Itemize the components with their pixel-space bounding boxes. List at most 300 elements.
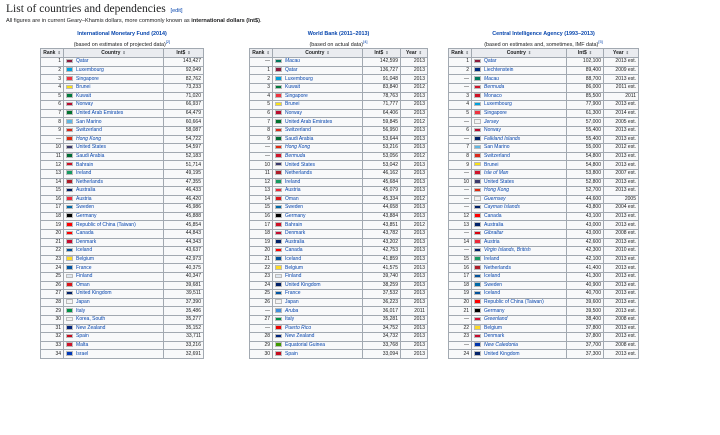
flag-icon: [275, 291, 282, 296]
rank-cell: —: [449, 316, 472, 325]
country-cell: [472, 230, 567, 239]
country-link[interactable]: Switzerland: [76, 127, 102, 134]
country-link[interactable]: Belgium: [76, 256, 95, 263]
country-header[interactable]: Country ⇕: [472, 49, 567, 58]
country-link[interactable]: Finland: [76, 273, 93, 280]
rank-cell: —: [449, 75, 472, 84]
country-cell: [273, 307, 363, 316]
country-cell: [472, 298, 567, 307]
year-cell: 2011: [401, 307, 428, 316]
table-row: [250, 118, 428, 127]
year-cell: 2013: [401, 230, 428, 239]
value-cell: 85,500: [567, 92, 604, 101]
country-link[interactable]: United Kingdom: [484, 350, 520, 357]
country-link[interactable]: San Marino: [484, 144, 510, 151]
country-link[interactable]: Iceland: [484, 290, 501, 297]
rank-cell: 16: [449, 264, 472, 273]
year-cell: 2013 est.: [604, 75, 639, 84]
value-header[interactable]: Int$ ⇕: [567, 49, 604, 58]
country-link[interactable]: New Zealand: [76, 324, 106, 331]
rank-cell: —: [250, 144, 273, 153]
country-cell: [273, 178, 363, 187]
table-row: [449, 109, 639, 118]
value-cell: 37,800: [567, 324, 604, 333]
country-link[interactable]: Saudi Arabia: [76, 152, 105, 159]
value-cell: 47,355: [164, 178, 204, 187]
value-cell: 45,854: [164, 221, 204, 230]
table-row: [250, 187, 428, 196]
country-cell: [64, 195, 164, 204]
country-link[interactable]: Japan: [76, 299, 90, 306]
table-row: [250, 66, 428, 75]
rank-cell: 13: [449, 221, 472, 230]
country-link[interactable]: Kuwait: [285, 84, 301, 91]
value-cell: 36,223: [363, 298, 401, 307]
value-header[interactable]: Int$ ⇕: [363, 49, 401, 58]
rank-cell: 16: [250, 212, 273, 221]
year-cell: 2012: [401, 118, 428, 127]
country-cell: [472, 92, 567, 101]
table-row: [250, 350, 428, 359]
country-link[interactable]: Ireland: [76, 170, 92, 177]
country-header[interactable]: Country ⇕: [273, 49, 363, 58]
year-cell: 2013: [401, 169, 428, 178]
flag-icon: [275, 136, 282, 141]
country-cell: [472, 204, 567, 213]
flag-icon: [66, 222, 73, 227]
flag-icon: [474, 239, 481, 244]
country-link[interactable]: France: [76, 264, 92, 271]
year-cell: 2005 est.: [604, 118, 639, 127]
country-link[interactable]: Equatorial Guinea: [285, 341, 326, 348]
rank-cell: 11: [41, 152, 64, 161]
country-link[interactable]: United States: [76, 144, 107, 151]
rank-cell: 5: [250, 101, 273, 110]
country-link[interactable]: Aruba: [285, 307, 299, 314]
table-row: [250, 307, 428, 316]
country-link[interactable]: Macau: [285, 58, 301, 65]
country-link[interactable]: Netherlands: [285, 170, 312, 177]
flag-icon: [66, 213, 73, 218]
year-cell: 2013: [401, 109, 428, 118]
country-link[interactable]: Singapore: [285, 92, 308, 99]
country-link[interactable]: Brunei: [484, 161, 499, 168]
source-link[interactable]: World Bank (2011–2013): [307, 31, 370, 37]
country-link[interactable]: Australia: [484, 221, 504, 228]
table-row: [250, 109, 428, 118]
value-cell: 142,599: [363, 58, 401, 67]
flag-icon: [275, 299, 282, 304]
table-row: [449, 144, 639, 153]
country-link[interactable]: Ireland: [285, 178, 301, 185]
country-link[interactable]: Hong Kong: [285, 144, 311, 151]
value-header[interactable]: Int$ ⇕: [164, 49, 204, 58]
table-row: [41, 281, 204, 290]
country-link[interactable]: Italy: [76, 307, 86, 314]
rank-cell: 21: [250, 255, 273, 264]
flag-icon: [66, 76, 73, 81]
country-link[interactable]: Sweden: [76, 204, 95, 211]
country-link[interactable]: Republic of China (Taiwan): [484, 299, 544, 306]
value-cell: 39,681: [164, 281, 204, 290]
flag-icon: [474, 179, 481, 184]
country-link[interactable]: Singapore: [484, 109, 507, 116]
country-cell: [472, 178, 567, 187]
rank-cell: 12: [449, 212, 472, 221]
country-link[interactable]: Finland: [285, 273, 302, 280]
value-cell: 37,700: [567, 341, 604, 350]
flag-icon: [474, 136, 481, 141]
flag-icon: [474, 170, 481, 175]
rank-cell: 2: [250, 75, 273, 84]
sort-icon[interactable]: ⇕: [588, 50, 593, 55]
table-row: [250, 195, 428, 204]
country-link[interactable]: Isle of Man: [484, 170, 509, 177]
table-row: [449, 350, 639, 359]
value-cell: 54,597: [164, 144, 204, 153]
country-link[interactable]: Falkland Islands: [484, 135, 521, 142]
table-row: [449, 66, 639, 75]
country-link[interactable]: Spain: [76, 333, 89, 340]
country-cell: [273, 83, 363, 92]
country-link[interactable]: Sweden: [484, 281, 503, 288]
rank-cell: 13: [41, 169, 64, 178]
table-row: [250, 83, 428, 92]
country-cell: [64, 66, 164, 75]
country-cell: [64, 255, 164, 264]
country-link[interactable]: Canada: [484, 213, 502, 220]
country-link[interactable]: Oman: [76, 281, 90, 288]
rank-cell: 9: [250, 135, 273, 144]
year-cell: 2013: [401, 324, 428, 333]
flag-icon: [474, 282, 481, 287]
country-link[interactable]: Guernsey: [484, 195, 506, 202]
country-link[interactable]: Austria: [285, 187, 301, 194]
country-link[interactable]: Malta: [76, 341, 89, 348]
country-link[interactable]: Luxembourg: [76, 66, 104, 73]
flag-icon: [66, 170, 73, 175]
country-link[interactable]: Iceland: [484, 273, 501, 280]
year-cell: 2009 est.: [604, 66, 639, 75]
flag-icon: [275, 334, 282, 339]
sort-icon[interactable]: ⇕: [385, 50, 389, 55]
table-row: [41, 135, 204, 144]
country-cell: [273, 118, 363, 127]
table-row: [250, 204, 428, 213]
year-cell: 2007 est.: [604, 169, 639, 178]
year-cell: 2013: [401, 255, 428, 264]
country-link[interactable]: Luxembourg: [484, 101, 512, 108]
flag-icon: [275, 317, 282, 322]
country-link[interactable]: Israel: [76, 350, 89, 357]
country-link[interactable]: Italy: [285, 316, 295, 323]
source-link[interactable]: Central Intelligence Agency (1993–2013): [492, 31, 595, 37]
country-link[interactable]: Spain: [285, 350, 298, 357]
country-link[interactable]: Monaco: [484, 92, 502, 99]
country-link[interactable]: Austria: [76, 195, 92, 202]
year-cell: 2011: [604, 92, 639, 101]
country-cell: [472, 152, 567, 161]
rank-cell: 20: [449, 298, 472, 307]
flag-icon: [474, 188, 481, 193]
flag-icon: [474, 145, 481, 150]
country-cell: [472, 316, 567, 325]
country-link[interactable]: Bahrain: [285, 221, 303, 228]
rank-cell: 28: [41, 298, 64, 307]
table-row: [41, 195, 204, 204]
country-link[interactable]: Denmark: [484, 333, 505, 340]
rank-cell: 29: [250, 341, 273, 350]
table-row: [250, 247, 428, 256]
sort-icon[interactable]: ⇕: [122, 50, 126, 55]
year-cell: 2013: [401, 281, 428, 290]
year-cell: 2013 est.: [604, 264, 639, 273]
country-cell: [273, 109, 363, 118]
country-cell: [472, 101, 567, 110]
country-link[interactable]: Canada: [76, 230, 94, 237]
sort-icon[interactable]: ⇕: [418, 50, 422, 55]
country-link[interactable]: Bahrain: [76, 161, 94, 168]
rank-cell: 4: [449, 101, 472, 110]
country-link[interactable]: Bermuda: [285, 152, 306, 159]
year-cell: 2012: [401, 221, 428, 230]
table-row: [250, 273, 428, 282]
table-row: [41, 92, 204, 101]
value-cell: 57,000: [567, 118, 604, 127]
flag-icon: [474, 85, 481, 90]
table-row: [449, 247, 639, 256]
country-link[interactable]: Australia: [76, 187, 96, 194]
country-link[interactable]: Belgium: [285, 264, 304, 271]
country-link[interactable]: Hong Kong: [484, 187, 510, 194]
country-link[interactable]: Hong Kong: [76, 135, 102, 142]
rank-header[interactable]: Rank ⇕: [449, 49, 472, 58]
value-cell: 91,048: [363, 75, 401, 84]
table-row: [41, 101, 204, 110]
country-link[interactable]: New Caledonia: [484, 341, 518, 348]
country-link[interactable]: Switzerland: [285, 127, 311, 134]
country-cell: [472, 58, 567, 67]
country-link[interactable]: Australia: [285, 238, 305, 245]
country-link[interactable]: Denmark: [76, 238, 97, 245]
country-link[interactable]: Greenland: [484, 316, 508, 323]
year-cell: 2012: [401, 83, 428, 92]
year-header[interactable]: Year ⇕: [604, 49, 639, 58]
country-link[interactable]: Netherlands: [76, 178, 103, 185]
country-link[interactable]: Puerto Rico: [285, 324, 312, 331]
country-header[interactable]: Country ⇕: [64, 49, 164, 58]
country-link[interactable]: Denmark: [285, 230, 306, 237]
country-link[interactable]: Germany: [285, 213, 306, 220]
value-cell: 41,575: [363, 264, 401, 273]
country-link[interactable]: United States: [484, 178, 515, 185]
country-link[interactable]: Iceland: [285, 256, 302, 263]
country-link[interactable]: United Kingdom: [76, 290, 112, 297]
country-link[interactable]: Brunei: [76, 84, 91, 91]
rank-header[interactable]: Rank ⇕: [250, 49, 273, 58]
value-cell: 43,637: [164, 247, 204, 256]
sort-icon[interactable]: ⇕: [326, 50, 330, 55]
country-cell: [64, 290, 164, 299]
flag-icon: [474, 102, 481, 107]
country-link[interactable]: Ireland: [484, 256, 500, 263]
country-link[interactable]: Virgin Islands, British: [484, 247, 531, 254]
country-link[interactable]: San Marino: [76, 118, 102, 125]
table-row: [41, 298, 204, 307]
reference-link[interactable]: [4]: [363, 39, 368, 44]
table-row: [449, 83, 639, 92]
country-cell: [64, 152, 164, 161]
intro-end: .: [259, 18, 262, 24]
source-link[interactable]: International Monetary Fund (2014): [77, 31, 167, 37]
country-link[interactable]: Bermuda: [484, 84, 505, 91]
flag-icon: [275, 256, 282, 261]
value-cell: 53,056: [363, 152, 401, 161]
flag-icon: [66, 59, 73, 64]
country-link[interactable]: Netherlands: [484, 264, 511, 271]
rank-cell: 7: [449, 144, 472, 153]
value-cell: 51,714: [164, 161, 204, 170]
value-cell: 71,020: [164, 92, 204, 101]
country-cell: [472, 247, 567, 256]
country-link[interactable]: Japan: [285, 299, 299, 306]
country-link[interactable]: United Arab Emirates: [285, 118, 333, 125]
sort-icon[interactable]: ⇕: [57, 50, 61, 55]
country-link[interactable]: Belgium: [484, 324, 503, 331]
country-link[interactable]: Canada: [285, 247, 303, 254]
country-link[interactable]: Singapore: [76, 75, 99, 82]
value-cell: 56,950: [363, 126, 401, 135]
table-row: [449, 221, 639, 230]
country-link[interactable]: Switzerland: [484, 152, 510, 159]
country-link[interactable]: France: [285, 290, 301, 297]
rank-cell: 12: [41, 161, 64, 170]
country-link[interactable]: Austria: [484, 238, 500, 245]
country-link[interactable]: Liechtenstein: [484, 66, 514, 73]
year-cell: 2008 est.: [604, 341, 639, 350]
flag-icon: [66, 136, 73, 141]
country-cell: [64, 75, 164, 84]
country-link[interactable]: Gibraltar: [484, 230, 504, 237]
value-cell: 37,300: [567, 350, 604, 359]
country-link[interactable]: Jersey: [484, 118, 499, 125]
table-row: [250, 161, 428, 170]
year-cell: 2013 est.: [604, 273, 639, 282]
sort-icon[interactable]: ⇕: [465, 50, 469, 55]
table-row: [41, 118, 204, 127]
country-link[interactable]: Iceland: [76, 247, 93, 254]
rank-cell: 17: [41, 204, 64, 213]
country-link[interactable]: Norway: [484, 127, 501, 134]
country-link[interactable]: Macau: [484, 75, 500, 82]
value-cell: 40,375: [164, 264, 204, 273]
country-cell: [472, 238, 567, 247]
table-row: [250, 255, 428, 264]
flag-icon: [275, 274, 282, 279]
country-link[interactable]: Korea, South: [76, 316, 106, 323]
rank-cell: 6: [250, 109, 273, 118]
country-link[interactable]: Germany: [76, 213, 97, 220]
rank-header[interactable]: Rank ⇕: [41, 49, 64, 58]
country-link[interactable]: United Kingdom: [285, 281, 321, 288]
country-link[interactable]: Sweden: [285, 204, 304, 211]
rank-cell: 17: [250, 221, 273, 230]
country-cell: [64, 298, 164, 307]
country-link[interactable]: Saudi Arabia: [285, 135, 314, 142]
value-cell: 43,884: [363, 212, 401, 221]
country-link[interactable]: Norway: [285, 109, 302, 116]
sort-icon[interactable]: ⇕: [266, 50, 270, 55]
rank-cell: 10: [250, 161, 273, 170]
country-link[interactable]: Qatar: [76, 58, 89, 65]
rank-cell: 7: [250, 118, 273, 127]
rank-cell: 9: [41, 126, 64, 135]
country-link[interactable]: Qatar: [285, 66, 298, 73]
country-link[interactable]: Luxembourg: [285, 75, 313, 82]
country-link[interactable]: Germany: [484, 307, 505, 314]
rank-cell: —: [449, 187, 472, 196]
reference-link[interactable]: [2]: [165, 39, 171, 44]
year-cell: 2013: [401, 126, 428, 135]
sort-icon[interactable]: ⇕: [187, 50, 191, 55]
country-link[interactable]: United States: [285, 161, 316, 168]
value-cell: 55,400: [567, 135, 604, 144]
table-row: [41, 307, 204, 316]
country-link[interactable]: Republic of China (Taiwan): [76, 221, 136, 228]
country-cell: [64, 221, 164, 230]
value-cell: 42,100: [567, 255, 604, 264]
sort-icon[interactable]: ⇕: [625, 50, 629, 55]
flag-icon: [474, 351, 481, 356]
table-row: [41, 66, 204, 75]
country-link[interactable]: Norway: [76, 101, 93, 108]
country-cell: [273, 316, 363, 325]
country-cell: [64, 135, 164, 144]
country-cell: [64, 58, 164, 67]
country-link[interactable]: New Zealand: [285, 333, 315, 340]
country-cell: [472, 255, 567, 264]
sort-icon[interactable]: ⇕: [527, 50, 532, 55]
rank-cell: 17: [449, 273, 472, 282]
year-cell: 2008 est.: [604, 230, 639, 239]
year-cell: 2013 est.: [604, 290, 639, 299]
flag-icon: [66, 351, 73, 356]
country-link[interactable]: United Arab Emirates: [76, 109, 124, 116]
table-row: [41, 161, 204, 170]
value-cell: 53,644: [363, 135, 401, 144]
country-link[interactable]: Oman: [285, 195, 299, 202]
country-link[interactable]: Kuwait: [76, 92, 92, 99]
table-row: [41, 144, 204, 153]
table-row: [449, 255, 639, 264]
table-row: [449, 230, 639, 239]
flag-icon: [66, 325, 73, 330]
value-cell: 143,427: [164, 58, 204, 67]
section-title: List of countries and dependencies: [6, 3, 166, 15]
year-cell: 2010 est.: [604, 247, 639, 256]
year-header[interactable]: Year ⇕: [401, 49, 428, 58]
country-link[interactable]: Qatar: [484, 58, 497, 65]
country-link[interactable]: Brunei: [285, 101, 300, 108]
rank-cell: 3: [250, 83, 273, 92]
country-cell: [273, 238, 363, 247]
country-cell: [273, 161, 363, 170]
edit-link[interactable]: [edit]: [170, 8, 183, 14]
reference-link[interactable]: [5]: [598, 39, 603, 44]
country-link[interactable]: Cayman Islands: [484, 204, 520, 211]
flag-icon: [474, 248, 481, 253]
rank-cell: 10: [449, 178, 472, 187]
